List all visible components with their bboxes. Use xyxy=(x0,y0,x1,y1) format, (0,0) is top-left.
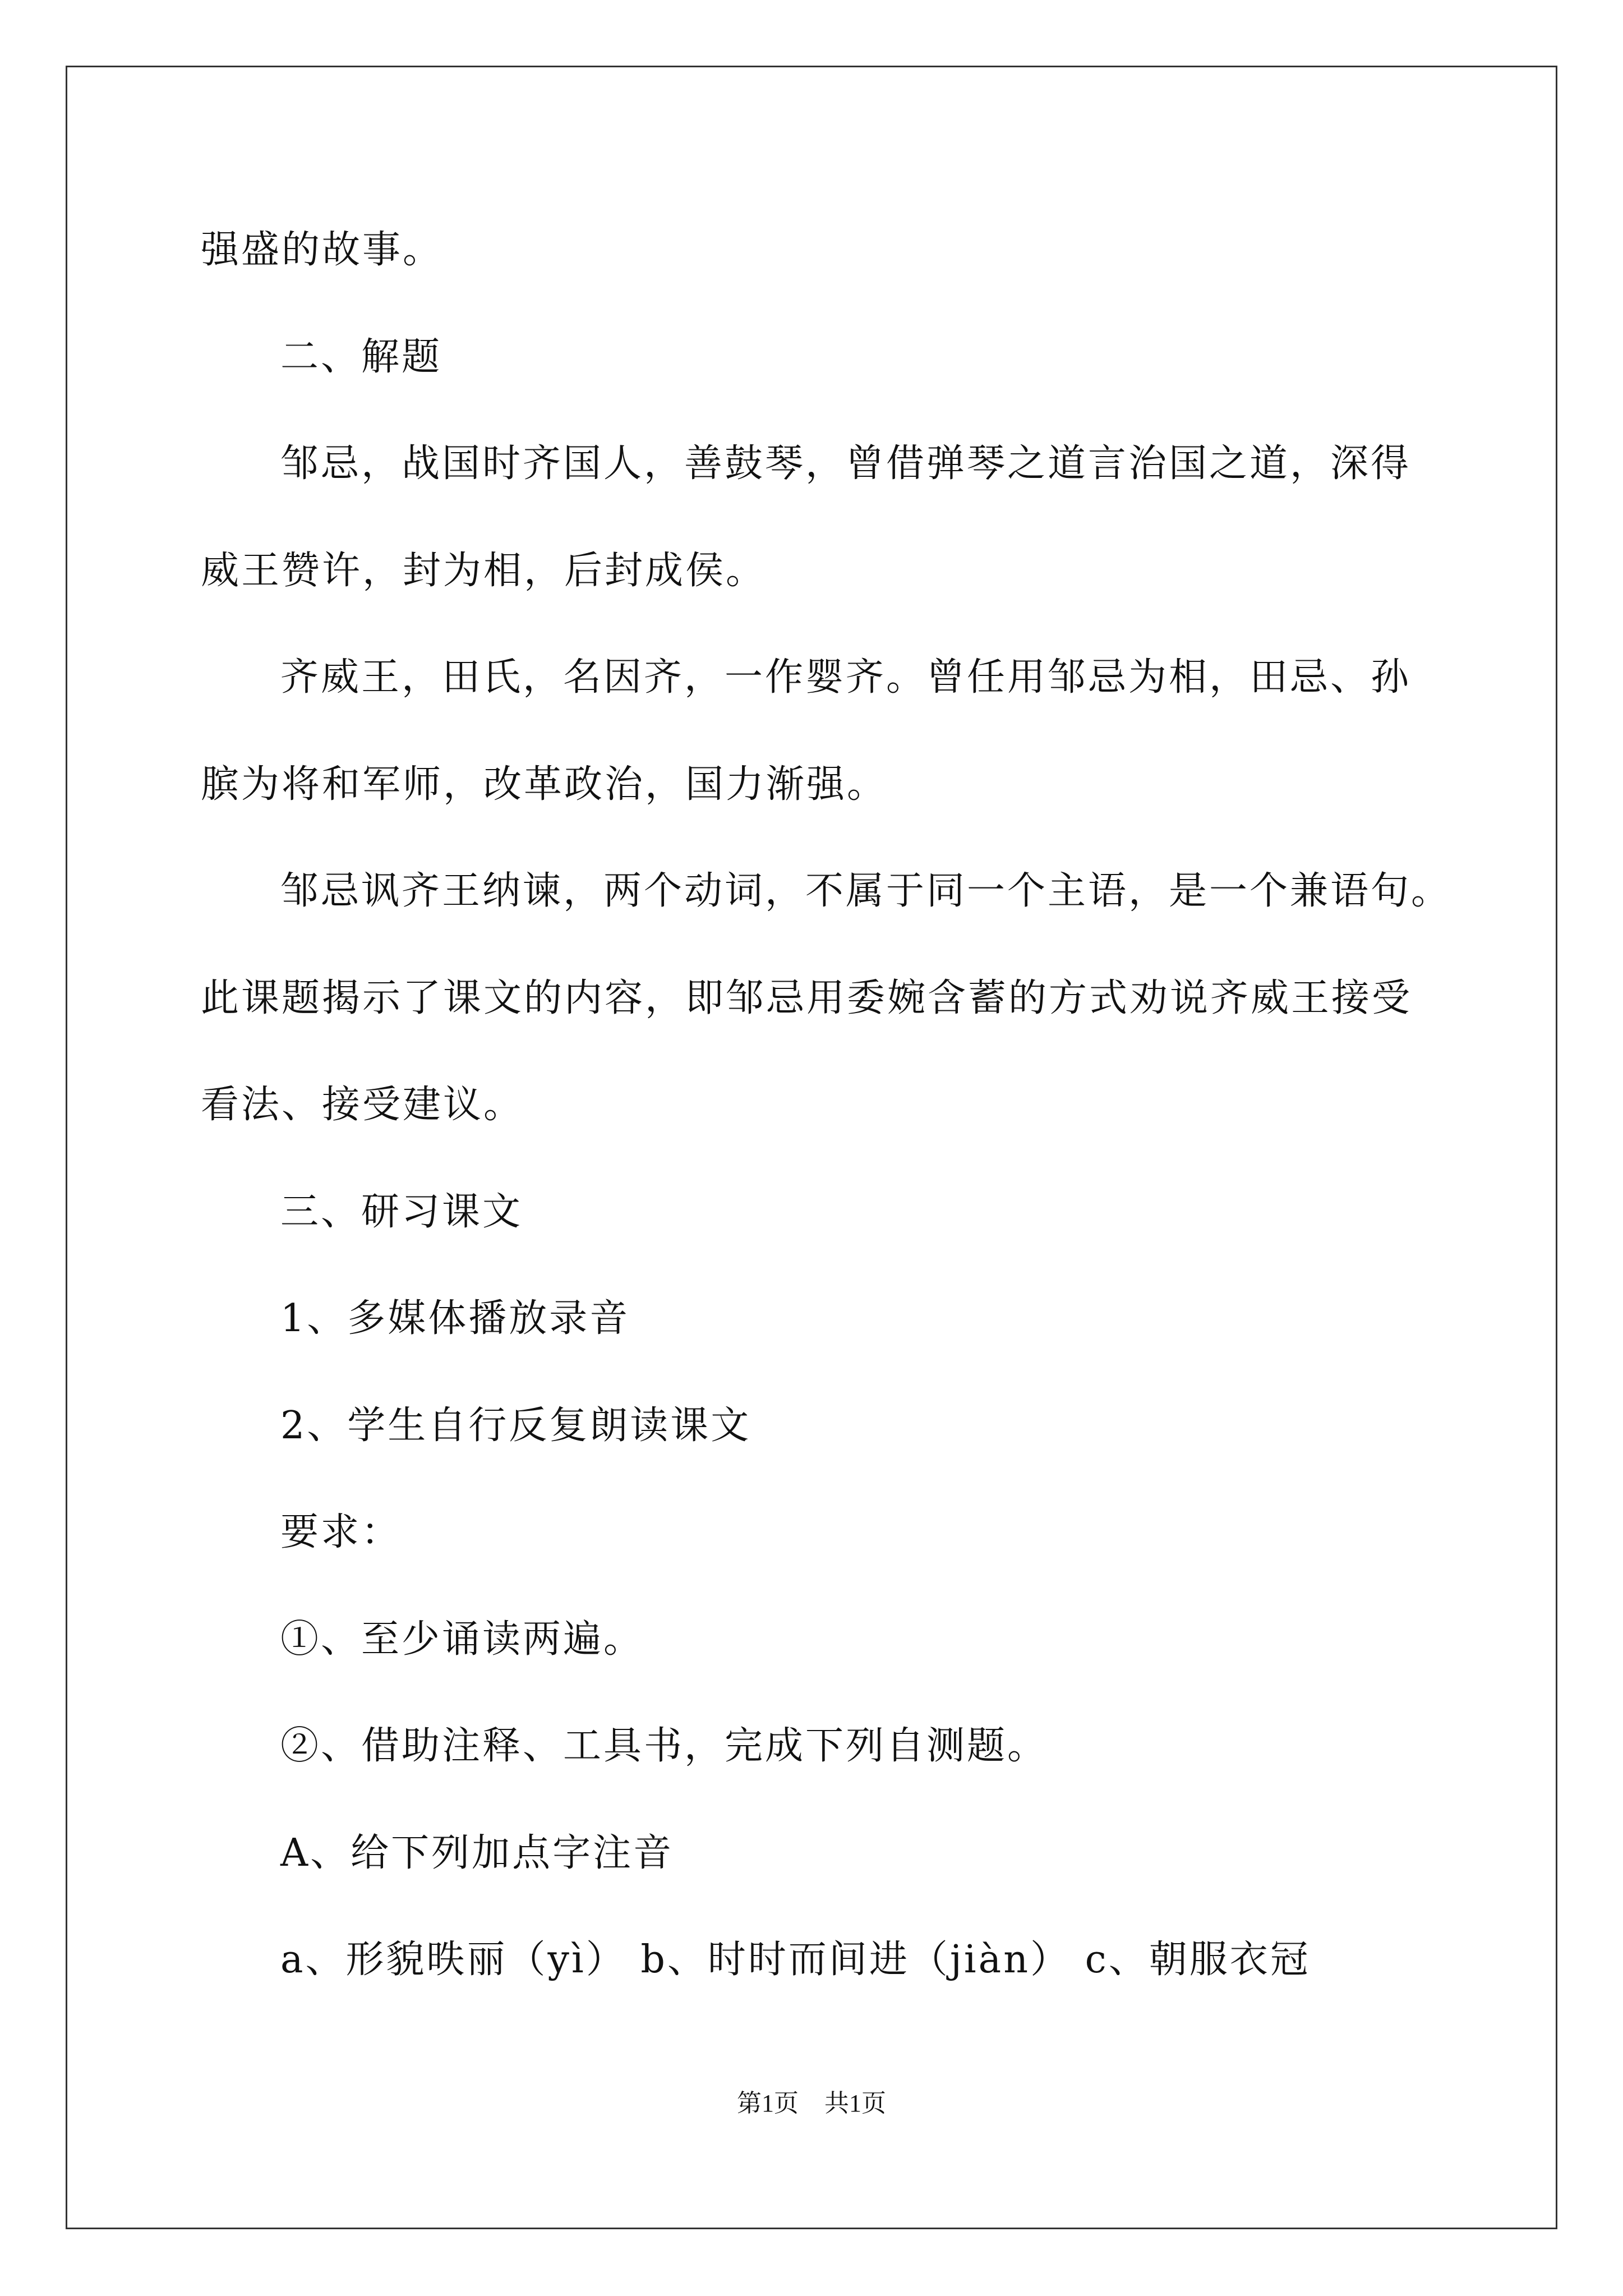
section-heading: 二、解题 xyxy=(280,335,442,379)
list-item: 2、学生自行反复朗读课文 xyxy=(280,1404,751,1448)
text-line: a、形貌昳丽（yì） b、时时而间进（jiàn） c、朝服衣冠 xyxy=(280,1938,1311,1982)
text-line: 看法、接受建议。 xyxy=(201,1083,524,1127)
page-number: 第1页 xyxy=(737,2090,799,2117)
text-line: 膑为将和军师，改革政治，国力渐强。 xyxy=(201,762,888,807)
list-item: ②、借助注释、工具书，完成下列自测题。 xyxy=(280,1724,1048,1768)
page-total: 共1页 xyxy=(824,2090,886,2117)
text-line: 威王赞许，封为相，后封成侯。 xyxy=(201,549,767,593)
list-item: 1、多媒体播放录音 xyxy=(280,1296,630,1341)
section-heading: 三、研习课文 xyxy=(280,1190,523,1234)
page-border xyxy=(66,66,1557,2229)
text-line: A、给下列加点字注音 xyxy=(280,1831,674,1875)
list-item: ①、至少诵读两遍。 xyxy=(280,1617,644,1662)
text-line: 邹忌，战国时齐国人，善鼓琴，曾借弹琴之道言治国之道，深得 xyxy=(280,441,1412,486)
text-line: 邹忌讽齐王纳谏，两个动词，不属于同一个主语，是一个兼语句。 xyxy=(280,869,1452,913)
page-footer xyxy=(0,2087,1623,2120)
text-line: 此课题揭示了课文的内容，即邹忌用委婉含蓄的方式劝说齐威王接受 xyxy=(201,976,1413,1020)
text-line: 强盛的故事。 xyxy=(201,228,444,272)
text-line: 要求： xyxy=(280,1510,402,1554)
text-line: 齐威王，田氏，名因齐，一作婴齐。曾任用邹忌为相，田忌、孙 xyxy=(280,655,1412,700)
